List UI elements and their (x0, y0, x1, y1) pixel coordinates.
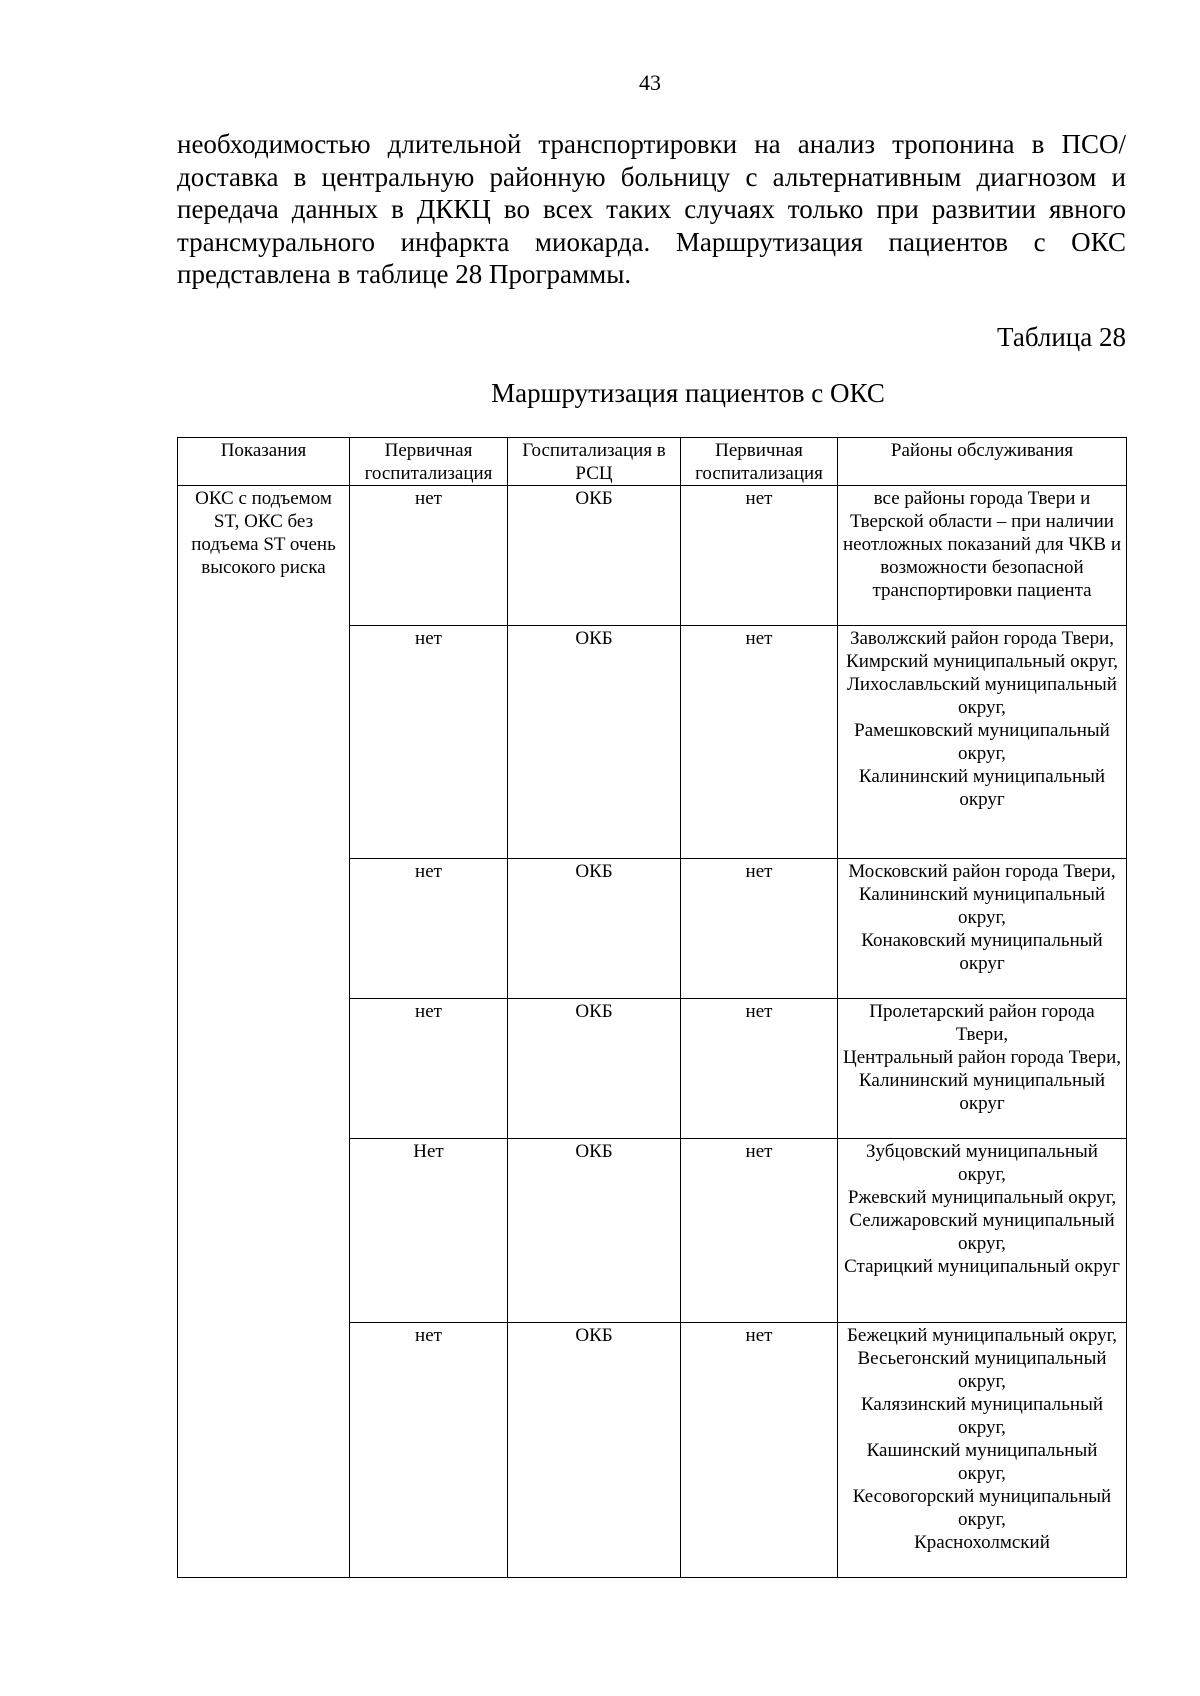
districts-cell: Московский район города Твери, Калининский муниципальный округ, Конаковский муниципальный округ (838, 859, 1127, 999)
header-primary-hospitalization-1: Первичная госпитализация (350, 438, 508, 486)
districts-cell: Бежецкий муниципальный округ, Весьегонский муниципальный округ, Калязинский муниципальный округ, Кашинский муниципальный округ, Кесовогорский муниципальный округ, Краснохолмский (838, 1323, 1127, 1578)
header-service-districts: Районы обслуживания (838, 438, 1127, 486)
primary-hospitalization-1-cell: нет (350, 626, 508, 859)
header-rsc-hospitalization: Госпитализация в РСЦ (508, 438, 681, 486)
districts-cell: Заволжский район города Твери, Кимрский муниципальный округ, Лихославльский муниципальный округ, Рамешковский муниципальный округ, Калининский муниципальный округ (838, 626, 1127, 859)
rsc-cell: ОКБ (508, 1323, 681, 1578)
primary-hospitalization-2-cell: нет (681, 999, 838, 1139)
districts-cell: Пролетарский район города Твери, Центральный район города Твери, Калининский муниципальный округ (838, 999, 1127, 1139)
table-title: Маршрутизация пациентов с ОКС (491, 378, 885, 408)
rsc-cell: ОКБ (508, 626, 681, 859)
header-indications: Показания (178, 438, 350, 486)
primary-hospitalization-1-cell: нет (350, 486, 508, 626)
primary-hospitalization-2-cell: нет (681, 1323, 838, 1578)
rsc-cell: ОКБ (508, 859, 681, 999)
primary-hospitalization-1-cell: нет (350, 1323, 508, 1578)
districts-cell: Зубцовский муниципальный округ, Ржевский муниципальный округ, Селижаровский муниципальный округ, Старицкий муниципальный округ (838, 1139, 1127, 1323)
indication-cell: ОКС с подъемом ST, ОКС без подъема ST очень высокого риска (178, 486, 350, 1578)
intro-paragraph: необходимостью длительной транспортировки на анализ тропонина в ПСО/доставка в центральную районную больницу с альтернативным диагнозом и передача данных в ДККЦ во всех таких случаях только при развитии явного трансмурального инфаркта миокарда. Маршрутизация пациентов с ОКС представлена в таблице 28 Программы. (177, 129, 1126, 289)
primary-hospitalization-2-cell: нет (681, 626, 838, 859)
primary-hospitalization-1-cell: Нет (350, 1139, 508, 1323)
table-row (178, 486, 1127, 626)
table-label: Таблица 28 (997, 322, 1126, 352)
page-number: 43 (639, 70, 661, 95)
routing-table (177, 437, 1127, 1578)
primary-hospitalization-1-cell: нет (350, 859, 508, 999)
rsc-cell: ОКБ (508, 486, 681, 626)
districts-cell: все районы города Твери и Тверской области – при наличии неотложных показаний для ЧКВ и возможности безопасной транспортировки пациента (838, 486, 1127, 626)
primary-hospitalization-2-cell: нет (681, 859, 838, 999)
table-header-row (178, 438, 1127, 486)
primary-hospitalization-2-cell: нет (681, 1139, 838, 1323)
primary-hospitalization-1-cell: нет (350, 999, 508, 1139)
rsc-cell: ОКБ (508, 999, 681, 1139)
primary-hospitalization-2-cell: нет (681, 486, 838, 626)
header-primary-hospitalization-2: Первичная госпитализация (681, 438, 838, 486)
rsc-cell: ОКБ (508, 1139, 681, 1323)
